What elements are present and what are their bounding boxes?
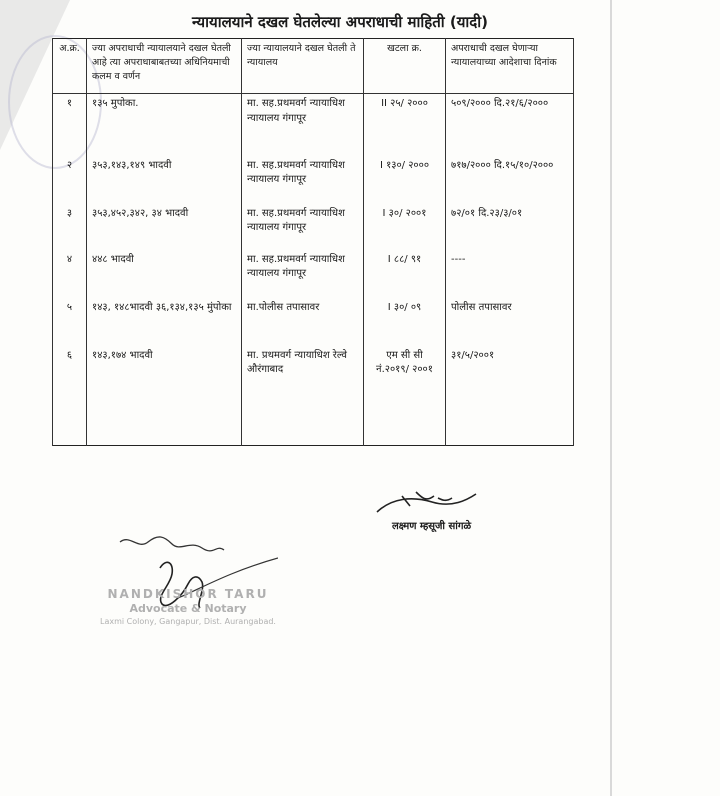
notary-role: Advocate & Notary [129,602,247,615]
table-row [53,156,574,204]
notary-stamp [100,587,276,626]
table-row [53,346,574,446]
cell-serial: १ [53,94,87,156]
header-case-no: खटला क्र. [364,39,446,94]
cell-court: मा. सह.प्रथमवर्ग न्यायाधिश न्यायालय गंगापूर [242,204,364,250]
cell-order-date: ---- [446,250,574,298]
cell-section: १४३, १४८भादवी ३६,१३४,१३५ मुंपोका [87,298,242,346]
cell-section: ३५३,४५२,३४२, ३४ भादवी [87,204,242,250]
page-title: न्यायालयाने दखल घेतलेल्या अपराधाची माहिती (यादी) [191,13,489,31]
cell-case-no: I ३०/ ०९ [364,298,446,346]
signatory-name: लक्ष्मण म्हसूजी सांगळे [392,521,472,532]
offence-table [52,38,574,446]
table-row [53,250,574,298]
cell-court: मा. प्रथमवर्ग न्यायाधिश रेल्वे औरंगाबाद [242,346,364,446]
cell-section: ४४८ भादवी [87,250,242,298]
cell-case-no: एम सी सी नं.२०१९/ २००१ [364,346,446,446]
cell-order-date: पोलीस तपासावर [446,298,574,346]
header-serial: अ.क्र. [53,39,87,94]
cell-serial: २ [53,156,87,204]
cell-section: १४३,१७४ भादवी [87,346,242,446]
cell-section: ३५३,१४३,१४९ भादवी [87,156,242,204]
cell-court: मा.पोलीस तपासावर [242,298,364,346]
cell-case-no: I ३०/ २००१ [364,204,446,250]
header-section: ज्या अपराधाची न्यायालयाने दखल घेतली आहे त्या अपराधाबाबतच्या अधिनियमाची कलम व वर्णन [87,39,242,94]
table-row [53,298,574,346]
signature-right [372,488,482,518]
cell-order-date: ५०९/२००० दि.२१/६/२००० [446,94,574,156]
cell-serial: ६ [53,346,87,446]
cell-serial: ३ [53,204,87,250]
notary-name: NANDKISHOR TARU [107,587,269,601]
cell-court: मा. सह.प्रथमवर्ग न्यायाधिश न्यायालय गंगापूर [242,94,364,156]
header-order-date: अपराधाची दखल घेणाऱ्या न्यायालयाच्या आदेशाचा दिनांक [446,39,574,94]
notary-address: Laxmi Colony, Gangapur, Dist. Aurangabad. [100,617,276,626]
cell-case-no: I १३०/ २००० [364,156,446,204]
page-edge [610,0,612,796]
cell-case-no: I ८८/ ९१ [364,250,446,298]
table-row [53,94,574,156]
header-court: ज्या न्यायालयाने दखल घेतली ते न्यायालय [242,39,364,94]
cell-case-no: II २५/ २००० [364,94,446,156]
cell-court: मा. सह.प्रथमवर्ग न्यायाधिश न्यायालय गंगापूर [242,156,364,204]
table-header-row [53,39,574,94]
cell-order-date: ७२/०१ दि.२३/३/०१ [446,204,574,250]
table-row [53,204,574,250]
cell-order-date: ३१/५/२००१ [446,346,574,446]
cell-section: १३५ मुपोका. [87,94,242,156]
cell-court: मा. सह.प्रथमवर्ग न्यायाधिश न्यायालय गंगापूर [242,250,364,298]
cell-serial: ५ [53,298,87,346]
cell-serial: ४ [53,250,87,298]
cell-order-date: ७१७/२००० दि.१५/१०/२००० [446,156,574,204]
